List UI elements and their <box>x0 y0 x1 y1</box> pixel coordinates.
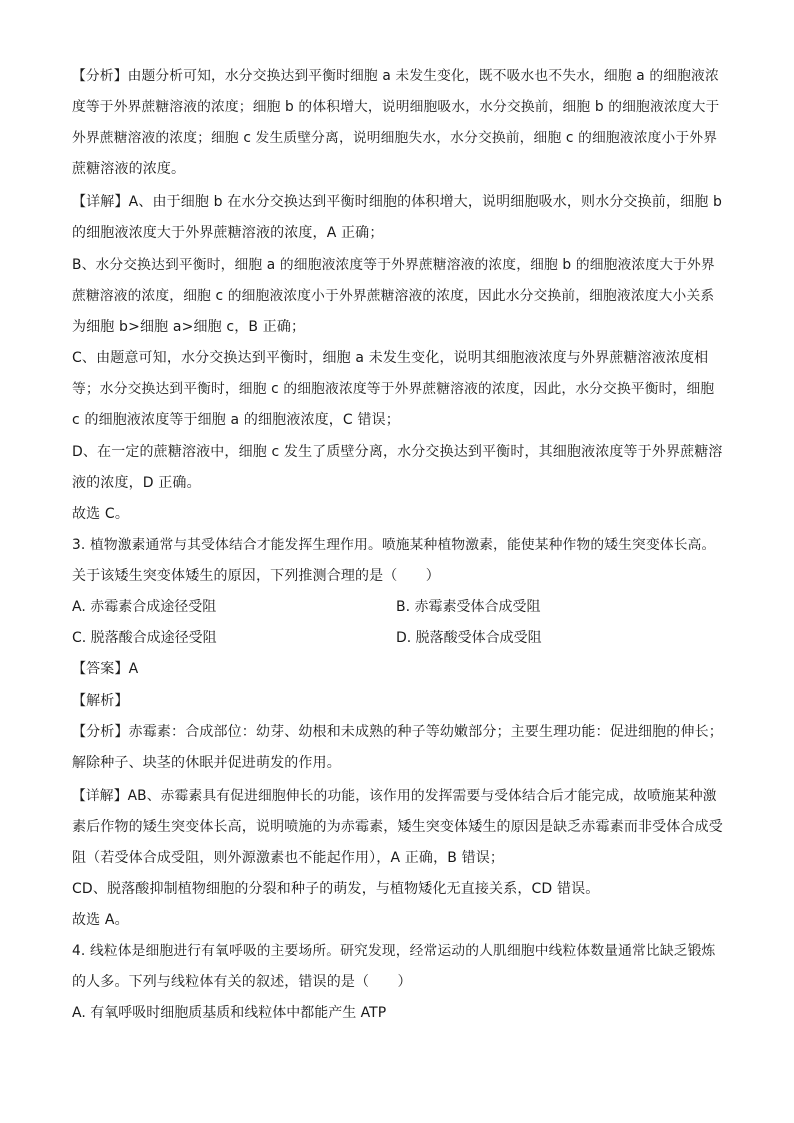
question-3-option-a: A. 赤霉素合成途径受阻 <box>72 599 217 615</box>
detail-1-line-10: 液的浓度，D 正确。 <box>72 475 201 491</box>
question-4-stem-line-1: 4. 线粒体是细胞进行有氧呼吸的主要场所。研究发现，经常运动的人肌细胞中线粒体数量通常比缺乏锻炼 <box>72 943 716 959</box>
detail-1-line-4: 蔗糖溶液的浓度，细胞 c 的细胞液浓度小于外界蔗糖溶液的浓度，因此水分交换前，细胞液浓度大小关系 <box>72 288 715 304</box>
detail-1-line-6: C、由题意可知，水分交换达到平衡时，细胞 a 未发生变化，说明其细胞液浓度与外界蔗糖溶液浓度相 <box>72 350 709 366</box>
question-3-analysis-line-1: 【分析】赤霉素：合成部位：幼芽、幼根和未成熟的种子等幼嫩部分；主要生理功能：促进细胞的伸长； <box>72 724 723 740</box>
detail-1-line-2: 的细胞液浓度大于外界蔗糖溶液的浓度，A 正确； <box>72 225 384 241</box>
question-3-conclusion: 故选 A。 <box>72 912 129 928</box>
question-4-option-a: A. 有氧呼吸时细胞质基质和线粒体中都能产生 ATP <box>72 1005 387 1021</box>
analysis-1-line-1: 【分析】由题分析可知，水分交换达到平衡时细胞 a 未发生变化，既不吸水也不失水，细胞 a 的细胞液浓 <box>72 68 719 84</box>
detail-1-line-5: 为细胞 b>细胞 a>细胞 c，B 正确； <box>72 319 306 335</box>
detail-1-line-9: D、在一定的蔗糖溶液中，细胞 c 发生了质壁分离，水分交换达到平衡时，其细胞液浓度等于外界蔗糖溶 <box>72 444 723 460</box>
analysis-1-line-3: 外界蔗糖溶液的浓度；细胞 c 发生质壁分离，说明细胞失水，水分交换前，细胞 c 的细胞液浓度小于外界 <box>72 130 718 146</box>
question-3-option-d: D. 脱落酸受体合成受阻 <box>396 630 542 646</box>
question-3-analysis-line-2: 解除种子、块茎的休眠并促进萌发的作用。 <box>72 755 341 771</box>
question-3-option-c: C. 脱落酸合成途径受阻 <box>72 630 217 646</box>
detail-1-conclusion: 故选 C。 <box>72 506 129 522</box>
detail-1-line-3: B、水分交换达到平衡时，细胞 a 的细胞液浓度等于外界蔗糖溶液的浓度，细胞 b 的细胞液浓度大于外界 <box>72 257 715 273</box>
question-3-option-b: B. 赤霉素受体合成受阻 <box>396 599 541 615</box>
detail-1-line-1: 【详解】A、由于细胞 b 在水分交换达到平衡时细胞的体积增大，说明细胞吸水，则水分交换前，细胞 b <box>72 194 723 210</box>
detail-1-line-7: 等；水分交换达到平衡时，细胞 c 的细胞液浓度等于外界蔗糖溶液的浓度，因此，水分交换平衡时，细胞 <box>72 381 715 397</box>
question-3-detail-line-4: CD、脱落酸抑制植物细胞的分裂和种子的萌发，与植物矮化无直接关系，CD 错误。 <box>72 881 600 897</box>
question-3-detail-line-3: 阻（若受体合成受阻，则外源激素也不能起作用），A 正确，B 错误； <box>72 850 505 866</box>
question-3-detail-line-1: 【详解】AB、赤霉素具有促进细胞伸长的功能，该作用的发挥需要与受体结合后才能完成，故喷施某种激 <box>72 788 717 804</box>
question-3-stem-line-2: 关于该矮生突变体矮生的原因，下列推测合理的是（ ） <box>72 568 440 584</box>
question-3-detail-line-2: 素后作物的矮生突变体长高，说明喷施的为赤霉素，矮生突变体矮生的原因是缺乏赤霉素而非受体合成受 <box>72 819 723 835</box>
question-3-answer: 【答案】A <box>72 661 139 677</box>
question-4-stem-line-2: 的人多。下列与线粒体有关的叙述，错误的是（ ） <box>72 974 412 990</box>
question-3-analysis-label: 【解析】 <box>72 693 129 709</box>
analysis-1-line-2: 度等于外界蔗糖溶液的浓度；细胞 b 的体积增大，说明细胞吸水，水分交换前，细胞 b 的细胞液浓度大于 <box>72 99 720 115</box>
question-3-stem-line-1: 3. 植物激素通常与其受体结合才能发挥生理作用。喷施某种植物激素，能使某种作物的矮生突变体长高。 <box>72 537 716 553</box>
detail-1-line-8: c 的细胞液浓度等于细胞 a 的细胞液浓度，C 错误； <box>72 412 400 428</box>
analysis-1-line-4: 蔗糖溶液的浓度。 <box>72 161 186 177</box>
